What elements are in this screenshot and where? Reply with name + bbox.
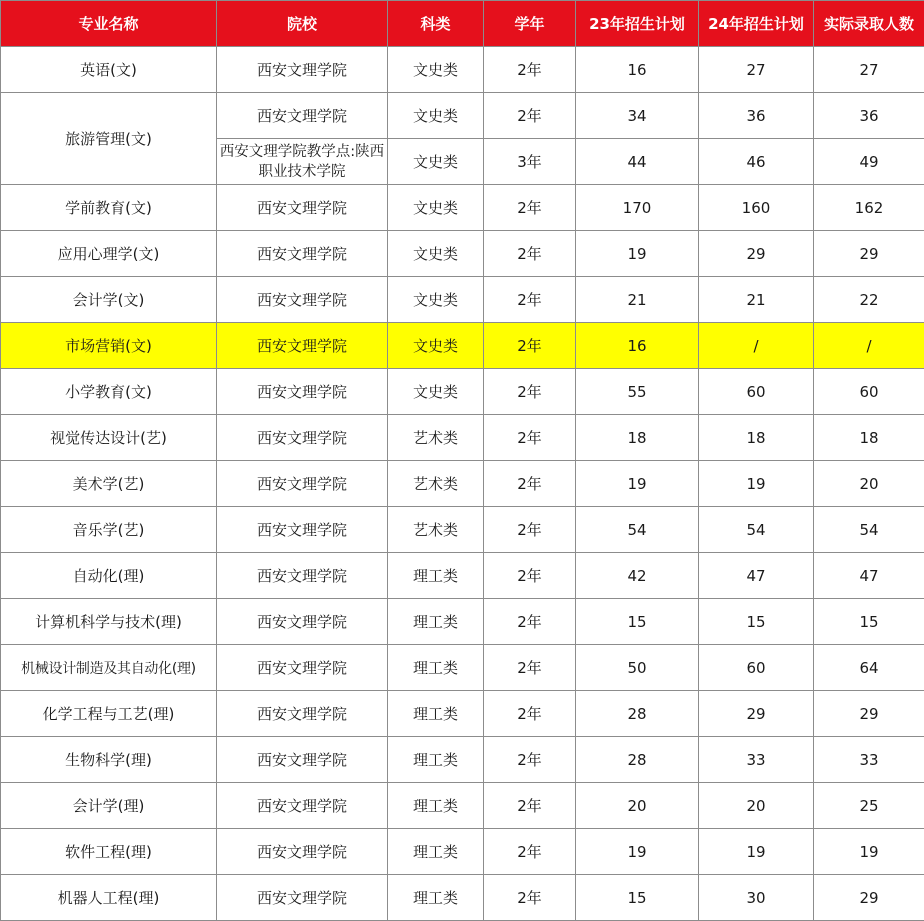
cell-plan-2024: / [699,323,814,369]
header-plan-2023: 23年招生计划 [576,1,699,47]
cell-plan-2024: 15 [699,599,814,645]
cell-category: 文史类 [388,93,484,139]
cell-years: 2年 [484,737,576,783]
cell-plan-2024: 20 [699,783,814,829]
table-row [1,875,924,921]
cell-plan-2024: 19 [699,829,814,875]
cell-category: 文史类 [388,323,484,369]
cell-school: 西安文理学院 [217,369,388,415]
cell-plan-2023: 54 [576,507,699,553]
cell-major: 计算机科学与技术(理) [1,599,217,645]
cell-category: 理工类 [388,875,484,921]
cell-admitted: 18 [814,415,924,461]
cell-years: 2年 [484,93,576,139]
header-plan-2024: 24年招生计划 [699,1,814,47]
table-row [1,553,924,599]
cell-school: 西安文理学院 [217,507,388,553]
table-row [1,829,924,875]
cell-major: 软件工程(理) [1,829,217,875]
cell-major: 英语(文) [1,47,217,93]
cell-years: 2年 [484,369,576,415]
cell-plan-2023: 16 [576,47,699,93]
cell-category: 理工类 [388,783,484,829]
cell-major: 市场营销(文) [1,323,217,369]
cell-admitted: 36 [814,93,924,139]
table-row [1,415,924,461]
cell-admitted: 60 [814,369,924,415]
cell-plan-2023: 15 [576,599,699,645]
cell-admitted: 54 [814,507,924,553]
cell-school: 西安文理学院 [217,461,388,507]
table-row-highlighted [1,323,924,369]
cell-plan-2024: 29 [699,231,814,277]
cell-admitted: 22 [814,277,924,323]
cell-admitted: 25 [814,783,924,829]
cell-major: 应用心理学(文) [1,231,217,277]
table-row [1,47,924,93]
cell-years: 2年 [484,645,576,691]
cell-admitted: 29 [814,691,924,737]
cell-school: 西安文理学院 [217,47,388,93]
cell-category: 理工类 [388,691,484,737]
cell-school: 西安文理学院 [217,553,388,599]
table-row [1,599,924,645]
cell-school: 西安文理学院 [217,599,388,645]
cell-admitted: 29 [814,875,924,921]
header-admitted: 实际录取人数 [814,1,924,47]
cell-school: 西安文理学院 [217,829,388,875]
cell-plan-2023: 19 [576,231,699,277]
cell-plan-2023: 21 [576,277,699,323]
cell-school: 西安文理学院 [217,323,388,369]
table-row [1,277,924,323]
cell-plan-2024: 27 [699,47,814,93]
cell-admitted: 47 [814,553,924,599]
cell-category: 艺术类 [388,415,484,461]
cell-school: 西安文理学院 [217,875,388,921]
cell-years: 2年 [484,553,576,599]
cell-plan-2023: 19 [576,829,699,875]
cell-years: 2年 [484,783,576,829]
cell-major: 自动化(理) [1,553,217,599]
cell-admitted: 29 [814,231,924,277]
cell-school: 西安文理学院教学点:陕西职业技术学院 [217,139,388,185]
table-row [1,691,924,737]
cell-years: 2年 [484,277,576,323]
cell-major: 美术学(艺) [1,461,217,507]
header-years: 学年 [484,1,576,47]
header-row [1,1,924,47]
cell-school: 西安文理学院 [217,231,388,277]
cell-plan-2023: 34 [576,93,699,139]
table-row [1,231,924,277]
cell-plan-2023: 42 [576,553,699,599]
cell-admitted: 27 [814,47,924,93]
cell-category: 理工类 [388,553,484,599]
cell-years: 2年 [484,47,576,93]
cell-major: 学前教育(文) [1,185,217,231]
cell-category: 艺术类 [388,461,484,507]
cell-school: 西安文理学院 [217,737,388,783]
cell-plan-2023: 50 [576,645,699,691]
cell-plan-2023: 170 [576,185,699,231]
cell-major: 机器人工程(理) [1,875,217,921]
cell-years: 2年 [484,829,576,875]
cell-plan-2023: 15 [576,875,699,921]
cell-plan-2023: 16 [576,323,699,369]
table-row [1,369,924,415]
cell-category: 文史类 [388,277,484,323]
table-row [1,507,924,553]
cell-years: 3年 [484,139,576,185]
table-row [1,737,924,783]
table-row [1,93,924,139]
cell-admitted: 20 [814,461,924,507]
cell-plan-2024: 46 [699,139,814,185]
cell-major: 化学工程与工艺(理) [1,691,217,737]
cell-years: 2年 [484,599,576,645]
cell-admitted: 33 [814,737,924,783]
cell-major: 音乐学(艺) [1,507,217,553]
cell-admitted: 162 [814,185,924,231]
cell-major: 会计学(理) [1,783,217,829]
cell-years: 2年 [484,875,576,921]
cell-plan-2024: 33 [699,737,814,783]
cell-plan-2023: 20 [576,783,699,829]
cell-plan-2024: 30 [699,875,814,921]
cell-plan-2024: 47 [699,553,814,599]
cell-years: 2年 [484,691,576,737]
cell-plan-2023: 44 [576,139,699,185]
cell-plan-2023: 55 [576,369,699,415]
cell-years: 2年 [484,507,576,553]
cell-plan-2023: 18 [576,415,699,461]
cell-major: 生物科学(理) [1,737,217,783]
cell-plan-2024: 54 [699,507,814,553]
cell-plan-2024: 60 [699,645,814,691]
header-category: 科类 [388,1,484,47]
cell-school: 西安文理学院 [217,415,388,461]
cell-category: 文史类 [388,139,484,185]
cell-years: 2年 [484,231,576,277]
cell-admitted: 19 [814,829,924,875]
cell-years: 2年 [484,461,576,507]
cell-plan-2024: 36 [699,93,814,139]
table-row [1,461,924,507]
cell-years: 2年 [484,323,576,369]
cell-category: 理工类 [388,599,484,645]
cell-school: 西安文理学院 [217,691,388,737]
cell-years: 2年 [484,415,576,461]
cell-category: 文史类 [388,369,484,415]
cell-admitted: 49 [814,139,924,185]
cell-admitted: 64 [814,645,924,691]
cell-school: 西安文理学院 [217,783,388,829]
cell-plan-2024: 18 [699,415,814,461]
cell-category: 理工类 [388,645,484,691]
cell-major: 旅游管理(文) [1,93,217,185]
cell-admitted: 15 [814,599,924,645]
cell-plan-2024: 60 [699,369,814,415]
cell-major: 小学教育(文) [1,369,217,415]
cell-category: 理工类 [388,737,484,783]
table-row [1,185,924,231]
cell-admitted: / [814,323,924,369]
cell-plan-2024: 21 [699,277,814,323]
table-row [1,645,924,691]
cell-school: 西安文理学院 [217,93,388,139]
header-major: 专业名称 [1,1,217,47]
cell-major: 机械设计制造及其自动化(理) [1,645,217,691]
cell-category: 艺术类 [388,507,484,553]
cell-years: 2年 [484,185,576,231]
cell-major: 会计学(文) [1,277,217,323]
cell-category: 理工类 [388,829,484,875]
cell-plan-2023: 19 [576,461,699,507]
cell-category: 文史类 [388,185,484,231]
cell-plan-2024: 29 [699,691,814,737]
cell-plan-2024: 19 [699,461,814,507]
cell-plan-2024: 160 [699,185,814,231]
cell-plan-2023: 28 [576,737,699,783]
table-row [1,783,924,829]
cell-school: 西安文理学院 [217,185,388,231]
header-school: 院校 [217,1,388,47]
cell-category: 文史类 [388,47,484,93]
cell-major: 视觉传达设计(艺) [1,415,217,461]
cell-school: 西安文理学院 [217,645,388,691]
cell-plan-2023: 28 [576,691,699,737]
cell-category: 文史类 [388,231,484,277]
cell-school: 西安文理学院 [217,277,388,323]
